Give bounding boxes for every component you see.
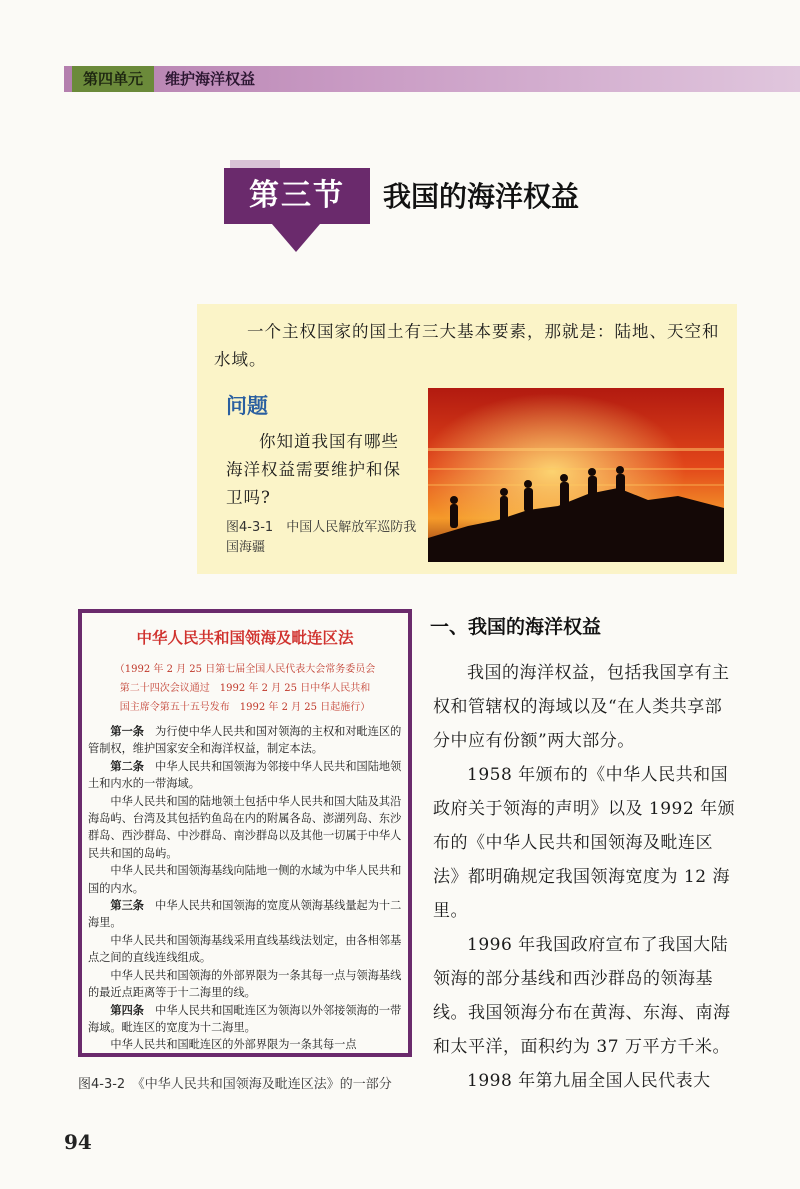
law-paragraph: 中华人民共和国领海的外部界限为一条其每一点与领海基线的最近点距离等于十二海里的线。 [88, 968, 402, 1000]
law-paragraph: 第一条 为行使中华人民共和国对领海的主权和对毗连区的管制权，维护国家安全和海洋权益，制定本法。 [88, 724, 402, 756]
law-body [88, 723, 406, 1054]
sunset-silhouette-image [428, 388, 724, 562]
main-text [433, 656, 739, 1098]
law-paragraph: 中华人民共和国领海基线向陆地一侧的水域为中华人民共和国的内水。 [88, 864, 402, 895]
page-number: 94 [64, 1130, 92, 1154]
intro-text: 一个主权国家的国土有三大基本要素，那就是：陆地、天空和水域。 [214, 322, 720, 369]
section-pointer [272, 224, 320, 252]
section-title: 我国的海洋权益 [383, 180, 580, 213]
body-paragraph: 1958 年颁布的《中华人民共和国政府关于领海的声明》以及 1992 年颁布的《中华人民共和国领海及毗连区法》都明确规定我国领海宽度为 12 海里。 [433, 765, 736, 921]
subsection-heading: 一、我国的海洋权益 [430, 616, 602, 638]
law-paragraph: 中华人民共和国领海基线采用直线基线法划定，由各相邻基点之间的直线连线组成。 [88, 933, 402, 965]
law-subtitle: （1992 年 2 月 25 日第七届全国人民代表大会常务委员会 第二十四次会议通过 1992 年 2 月 25 日中华人民共和 国主席令第五十五号发布 1992 年 2 月 25 日起施行） [114, 664, 376, 713]
body-paragraph: 我国的海洋权益，包括我国享有主权和管辖权的海域以及“在人类共享部分中应有份额”两大部分。 [433, 663, 730, 751]
law-title: 中华人民共和国领海及毗连区法 [136, 629, 354, 647]
figure-caption: 图4-3-1 中国人民解放军巡防我国海疆 [226, 520, 417, 555]
question-text: 你知道我国有哪些海洋权益需要维护和保卫吗? [226, 432, 401, 507]
unit-label: 第四单元 [72, 66, 154, 92]
law-paragraph: 第三条 中华人民共和国领海的宽度从领海基线量起为十二海里。 [88, 898, 402, 930]
unit-title: 维护海洋权益 [165, 70, 256, 88]
section-label: 第三节 [224, 168, 370, 224]
law-paragraph: 中华人民共和国的陆地领土包括中华人民共和国大陆及其沿海岛屿、台湾及其包括钓鱼岛在内的附属各岛、澎湖列岛、东沙群岛、西沙群岛、中沙群岛、南沙群岛以及其他一切属于中华人民共和国的岛屿。 [88, 794, 402, 860]
law-paragraph: 第四条 中华人民共和国毗连区为领海以外邻接领海的一带海域。毗连区的宽度为十二海里。 [88, 1002, 402, 1034]
body-paragraph: 1998 年第九届全国人民代表大 [467, 1071, 711, 1091]
law-paragraph: 中华人民共和国毗连区的外部界限为一条其每一点 [110, 1038, 357, 1052]
question-title: 问题 [226, 393, 268, 418]
law-paragraph: 第二条 中华人民共和国领海为邻接中华人民共和国陆地领土和内水的一带海域。 [88, 758, 402, 791]
body-paragraph: 1996 年我国政府宣布了我国大陆领海的部分基线和西沙群岛的领海基线。我国领海分布在黄海、东海、南海和太平洋，面积约为 37 万平方千米。 [433, 935, 731, 1057]
law-figure-caption: 图4-3-2 《中华人民共和国领海及毗连区法》的一部分 [78, 1077, 392, 1092]
patrol-photo [428, 388, 724, 562]
